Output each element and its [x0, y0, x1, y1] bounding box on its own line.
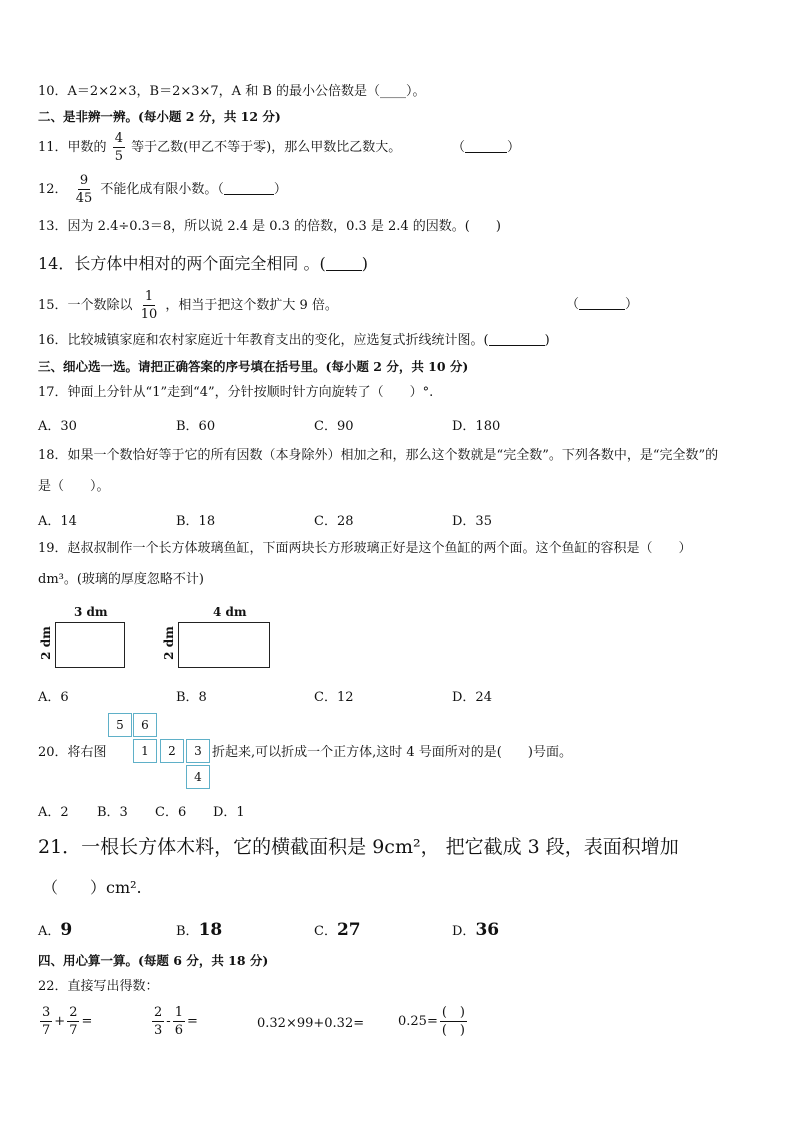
- q11-answer[interactable]: [452, 139, 520, 157]
- calc2-op: -: [166, 1014, 171, 1029]
- q16-paren-right: ): [544, 333, 550, 348]
- calc4-frac: [440, 1004, 467, 1039]
- q20-option-b[interactable]: B．3: [97, 805, 128, 820]
- q12-pre: 12．: [38, 182, 68, 197]
- q12-post: 不能化成有限小数。（: [100, 182, 224, 197]
- q15-post: ，相当于把这个数扩大 9 倍。: [165, 298, 338, 313]
- calc1-d1: 7: [42, 1023, 51, 1038]
- q19-option-d[interactable]: D．24: [452, 690, 492, 705]
- q11: [38, 130, 401, 165]
- net-cell-3: 3: [186, 739, 210, 763]
- q18-line1: 18．如果一个数恰好等于它的所有因数（本身除外）相加之和，那么这个数就是“完全数”。下列各数中，是“完全数”的: [38, 448, 719, 463]
- calc1-frac2: [67, 1004, 79, 1039]
- q15-pre: 15．一个数除以: [38, 298, 133, 313]
- net-cell-5: 5: [108, 713, 132, 737]
- q17-option-c[interactable]: C．90: [314, 419, 354, 434]
- section-3-heading: 三、细心选一选。请把正确答案的序号填在括号里。(每小题 2 分，共 10 分): [38, 359, 469, 374]
- q12-fraction: [74, 172, 95, 207]
- q12-den: 45: [75, 191, 93, 206]
- q19-option-a[interactable]: A．6: [38, 690, 69, 705]
- q20-option-a[interactable]: A．2: [38, 805, 69, 820]
- q20-option-c[interactable]: C．6: [155, 805, 187, 820]
- q21-b-letter: B．: [176, 924, 199, 939]
- q16-text: 16．比较城镇家庭和农村家庭近十年教育支出的变化，应选复式折线统计图。(: [38, 333, 489, 348]
- q18-option-b[interactable]: B．18: [176, 514, 216, 529]
- calc-expr-1: [38, 1004, 92, 1039]
- q17-text: 17．钟面上分针从“1”走到“4”，分针按顺时针方向旋转了（ ）°.: [38, 385, 434, 400]
- q21-line2: （ ）cm².: [42, 878, 142, 897]
- q11-num: 4: [114, 131, 123, 146]
- q21-option-b[interactable]: [176, 920, 222, 940]
- q20-option-d[interactable]: D．1: [213, 805, 245, 820]
- calc1-n2: 2: [69, 1005, 78, 1020]
- net-cell-6: 6: [133, 713, 157, 737]
- q15-answer[interactable]: [566, 296, 638, 314]
- q11-fraction: [113, 130, 125, 165]
- q11-blank[interactable]: [465, 139, 507, 153]
- q16-blank[interactable]: [489, 332, 545, 346]
- rect1-glass: [55, 622, 125, 668]
- q18-option-c[interactable]: C．28: [314, 514, 354, 529]
- q15-den: 10: [140, 307, 158, 322]
- q18-line2: 是（ ）。: [38, 479, 110, 494]
- calc-expr-2: [150, 1004, 198, 1039]
- q11-pre: 11．甲数的: [38, 140, 107, 155]
- q21-c-letter: C．: [314, 924, 337, 939]
- q10-text: 10．A＝2×2×3，B＝2×3×7，A 和 B 的最小公倍数是（____）。: [38, 84, 426, 99]
- q18-option-d[interactable]: D．35: [452, 514, 492, 529]
- q15-paren-left: （: [566, 297, 580, 312]
- q15-num: 1: [144, 289, 154, 304]
- calc4-num[interactable]: ( ): [441, 1005, 465, 1020]
- section-2-heading: 二、是非辨一辨。(每小题 2 分，共 12 分): [38, 109, 281, 124]
- calc2-n2: 1: [174, 1005, 183, 1020]
- calc4-den[interactable]: ( ): [441, 1023, 465, 1038]
- calc1-op: +: [54, 1014, 66, 1029]
- net-cell-1: 1: [133, 739, 157, 763]
- q15-blank[interactable]: [579, 296, 625, 310]
- q21-b-value: 18: [198, 920, 223, 940]
- calc1-frac1: [40, 1004, 52, 1039]
- q15-fraction: [139, 288, 160, 323]
- rect2-side-label: 2 dm: [161, 626, 176, 660]
- q19-option-c[interactable]: C．12: [314, 690, 354, 705]
- q17-option-a[interactable]: A．30: [38, 419, 77, 434]
- rect1-side-label: 2 dm: [38, 626, 53, 660]
- q22-text: 22．直接写出得数：: [38, 979, 159, 994]
- q21-option-d[interactable]: [452, 920, 499, 940]
- rect2-top-label: 4 dm: [213, 605, 247, 619]
- q16: [38, 332, 550, 350]
- q13-text: 13．因为 2.4÷0.3＝8，所以说 2.4 是 0.3 的倍数，0.3 是 2.4 的因数。( ): [38, 219, 501, 234]
- calc4-pre: 0.25=: [398, 1014, 438, 1029]
- q21-a-value: 9: [60, 920, 73, 940]
- q20-pre: 20．将右图: [38, 745, 107, 760]
- q14-text: 14．长方体中相对的两个面完全相同 。(: [38, 254, 326, 273]
- q12-blank[interactable]: [224, 181, 274, 195]
- q17-option-d[interactable]: D．180: [452, 419, 501, 434]
- q21-line1: 21．一根长方体木料，它的横截面积是 9cm²， 把它截成 3 段，表面积增加: [38, 836, 679, 858]
- q19-option-b[interactable]: B．8: [176, 690, 207, 705]
- calc1-d2: 7: [69, 1023, 78, 1038]
- q11-paren-right: ）: [507, 140, 521, 155]
- calc2-d1: 3: [154, 1023, 163, 1038]
- q15: [38, 288, 338, 323]
- q21-d-value: 36: [475, 920, 500, 940]
- q17-option-b[interactable]: B．60: [176, 419, 216, 434]
- q11-paren-left: （: [452, 140, 466, 155]
- q14-blank[interactable]: [326, 257, 362, 271]
- calc1-eq: =: [81, 1014, 93, 1029]
- q21-c-value: 27: [336, 920, 361, 940]
- q11-post: 等于乙数(甲乙不等于零)，那么甲数比乙数大。: [131, 140, 402, 155]
- net-cell-2: 2: [160, 739, 184, 763]
- q12-paren-right: ）: [273, 182, 287, 197]
- calc2-eq: =: [186, 1014, 198, 1029]
- rect2-glass: [178, 622, 270, 668]
- section-4-heading: 四、用心算一算。(每题 6 分，共 18 分): [38, 953, 269, 968]
- q15-paren-right: ）: [625, 297, 639, 312]
- q21-option-c[interactable]: [314, 920, 361, 940]
- q21-d-letter: D．: [452, 924, 476, 939]
- q14: [38, 255, 368, 273]
- calc2-d2: 6: [174, 1023, 183, 1038]
- q21-a-letter: A．: [38, 924, 61, 939]
- q18-option-a[interactable]: A．14: [38, 514, 77, 529]
- q19-line2: dm³。(玻璃的厚度忽略不计): [38, 572, 205, 587]
- q12-num: 9: [79, 173, 89, 188]
- q12: [38, 172, 287, 207]
- q20-post: 折起来,可以折成一个正方体,这时 4 号面所对的是( )号面。: [212, 745, 572, 760]
- q11-den: 5: [114, 149, 123, 164]
- q21-option-a[interactable]: [38, 920, 72, 940]
- rect1-top-label: 3 dm: [74, 605, 108, 619]
- calc-expr-4: [398, 1004, 469, 1039]
- calc-expr-3: 0.32×99+0.32=: [257, 1016, 365, 1031]
- q19-line1: 19．赵叔叔制作一个长方体玻璃鱼缸，下面两块长方形玻璃正好是这个鱼缸的两个面。这个鱼缸的容积是（ ）: [38, 541, 692, 556]
- net-cell-4: 4: [186, 765, 210, 789]
- q14-paren-right: ): [361, 254, 368, 273]
- calc2-n1: 2: [154, 1005, 163, 1020]
- calc2-frac1: [152, 1004, 164, 1039]
- calc1-n1: 3: [42, 1005, 51, 1020]
- calc2-frac2: [173, 1004, 185, 1039]
